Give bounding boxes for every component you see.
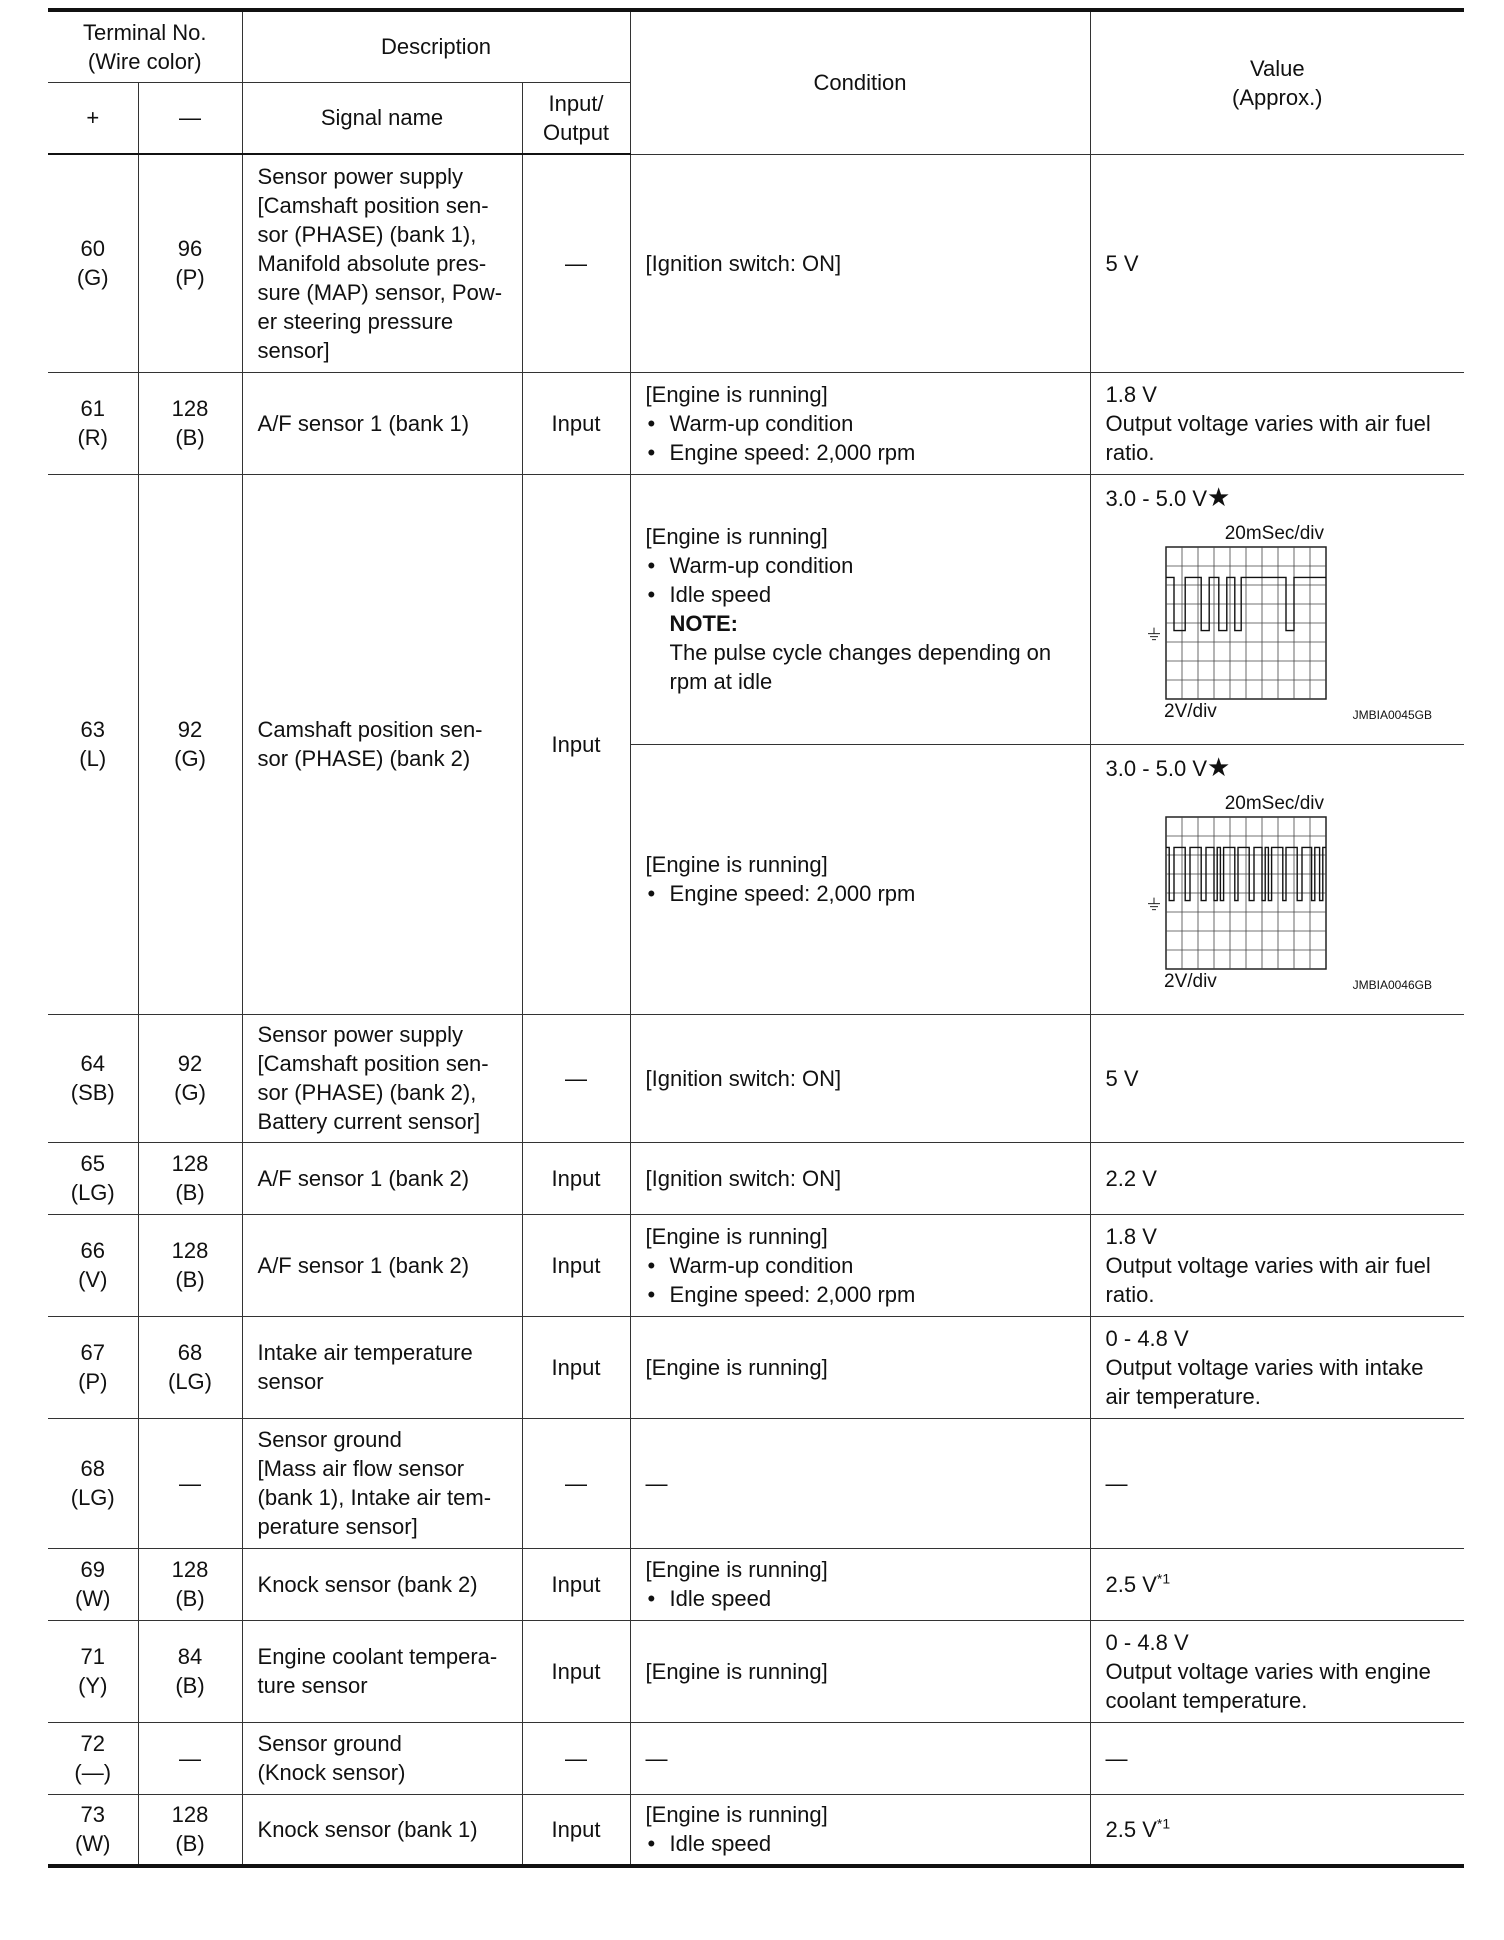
- text-line: 71: [80, 1644, 105, 1669]
- condition: [630, 1142, 1090, 1214]
- signal-name: [242, 1794, 522, 1866]
- condition: [630, 154, 1090, 372]
- plus-terminal: [48, 372, 138, 474]
- text-line: 69: [80, 1557, 105, 1582]
- minus-terminal: [138, 1014, 242, 1142]
- value: [1090, 1316, 1464, 1418]
- signal-name: [242, 1722, 522, 1794]
- value-line: [1106, 1164, 1457, 1193]
- text-line: sor (PHASE) (bank 1),: [257, 221, 477, 247]
- value-text: Output voltage varies with air fuel: [1105, 1252, 1431, 1278]
- condition: [630, 1418, 1090, 1548]
- text-line: Manifold absolute pres-: [257, 250, 487, 276]
- condition-bullet: • Warm-up condition: [646, 409, 1082, 438]
- text-line: (B): [175, 1673, 205, 1698]
- condition: [630, 372, 1090, 474]
- description-header: Description: [242, 10, 630, 82]
- table-row: [48, 1214, 1464, 1316]
- text-line: 65: [80, 1151, 105, 1176]
- value-text: 1.8 V: [1105, 1223, 1157, 1249]
- value: [1090, 372, 1464, 474]
- condition: [630, 1794, 1090, 1866]
- condition-line: rpm at idle: [669, 669, 773, 694]
- value-text: —: [1105, 1470, 1128, 1496]
- footnote-mark: *1: [1156, 1570, 1171, 1587]
- text-line: 73: [80, 1802, 105, 1828]
- value-text: ratio.: [1105, 439, 1155, 465]
- condition-line: [Ignition switch: ON]: [645, 1165, 842, 1191]
- value: [1090, 744, 1464, 1014]
- minus-terminal: [138, 1620, 242, 1722]
- condition-line: —: [645, 1470, 668, 1496]
- value: [1090, 1548, 1464, 1620]
- text-line: (V): [78, 1267, 108, 1292]
- condition-line: [Engine is running]: [645, 524, 828, 549]
- plus-terminal-header: +: [48, 82, 138, 154]
- minus-terminal: [138, 1722, 242, 1794]
- text-line: —: [179, 1745, 201, 1771]
- condition-bullet: • Warm-up condition: [646, 1251, 1082, 1280]
- oscilloscope-waveform: [1106, 513, 1436, 723]
- condition-line: —: [645, 1745, 668, 1771]
- input-output: —: [522, 1014, 630, 1142]
- input-output: Input: [522, 1794, 630, 1866]
- table-row: [48, 1316, 1464, 1418]
- text-line: A/F sensor 1 (bank 1): [257, 410, 470, 436]
- value-line: 3.0 - 5.0 V: [1105, 755, 1208, 781]
- text-line: (B): [175, 1586, 205, 1611]
- plus-terminal: [48, 1794, 138, 1866]
- value-text: 1.8 V: [1105, 381, 1157, 407]
- text-line: (—): [74, 1760, 112, 1785]
- minus-terminal: [138, 1142, 242, 1214]
- input-output: Input: [522, 372, 630, 474]
- value-text: 2.5 V: [1105, 1571, 1157, 1597]
- table-row: [48, 1014, 1464, 1142]
- text-line: (Knock sensor): [257, 1760, 406, 1785]
- oscilloscope: [1106, 783, 1436, 993]
- value-text: 5 V: [1105, 1065, 1139, 1091]
- text-line: 72: [80, 1731, 105, 1756]
- text-line: [Camshaft position sen-: [257, 192, 489, 218]
- text-line: A/F sensor 1 (bank 2): [257, 1165, 470, 1191]
- text-line: sensor]: [257, 337, 330, 363]
- volt-division-label: 2V/div: [1163, 700, 1217, 722]
- plus-terminal: [48, 1620, 138, 1722]
- text-line: Knock sensor (bank 2): [257, 1571, 478, 1597]
- text-line: sensor: [257, 1369, 324, 1394]
- text-line: (LG): [70, 1485, 115, 1510]
- value-line: [1106, 1686, 1457, 1715]
- text-line: 60: [80, 236, 105, 262]
- signal-name: [242, 372, 522, 474]
- terminal-header: Terminal No. (Wire color): [48, 10, 242, 82]
- text-line: 128: [171, 1151, 209, 1176]
- minus-terminal: [138, 154, 242, 372]
- input-output: —: [522, 1418, 630, 1548]
- minus-terminal: [138, 372, 242, 474]
- plus-terminal: [48, 1548, 138, 1620]
- text-line: (P): [78, 1369, 108, 1394]
- text-line: Sensor ground: [257, 1731, 402, 1756]
- signal-name: [242, 474, 522, 1014]
- value-text: 5 V: [1105, 250, 1139, 276]
- plus-terminal: [48, 1214, 138, 1316]
- table-row: [48, 1142, 1464, 1214]
- minus-terminal: [138, 1548, 242, 1620]
- value-text: Output voltage varies with engine: [1105, 1658, 1431, 1684]
- text-line: (bank 1), Intake air tem-: [257, 1485, 492, 1510]
- value-line: [1106, 1382, 1457, 1411]
- table-row: [48, 1620, 1464, 1722]
- text-line: A/F sensor 1 (bank 2): [257, 1252, 470, 1278]
- text-line: Battery current sensor]: [257, 1109, 481, 1134]
- value-text: coolant temperature.: [1105, 1687, 1308, 1713]
- value-line: [1106, 1815, 1457, 1844]
- text-line: —: [179, 1470, 201, 1496]
- value-line: [1106, 1657, 1457, 1686]
- text-line: Sensor power supply: [257, 163, 463, 189]
- text-line: 67: [80, 1340, 105, 1365]
- condition-line: The pulse cycle changes depending on: [669, 640, 1052, 665]
- text-line: [Mass air flow sensor: [257, 1456, 465, 1481]
- text-line: (W): [75, 1586, 111, 1611]
- text-line: [Camshaft position sen-: [257, 1051, 489, 1076]
- condition-line: [Engine is running]: [645, 1658, 828, 1684]
- text-line: 64: [80, 1051, 105, 1076]
- plus-terminal: [48, 474, 138, 1014]
- text-line: (L): [79, 746, 107, 771]
- table-row: [48, 372, 1464, 474]
- value-line: [1106, 409, 1457, 438]
- text-line: 68: [80, 1456, 105, 1481]
- table-row: [48, 1548, 1464, 1620]
- condition-bullet: • Warm-up condition: [646, 551, 1082, 580]
- signal-name: [242, 1014, 522, 1142]
- text-line: (B): [175, 1267, 205, 1292]
- text-line: 66: [80, 1238, 105, 1263]
- text-line: 96: [177, 236, 203, 262]
- text-line: 63: [80, 717, 105, 742]
- signal-name: [242, 1214, 522, 1316]
- text-line: 128: [171, 1802, 209, 1828]
- minus-terminal: [138, 1794, 242, 1866]
- value-text: 0 - 4.8 V: [1105, 1629, 1189, 1655]
- text-line: (G): [174, 1080, 206, 1105]
- value: [1090, 1418, 1464, 1548]
- input-output: Input: [522, 1214, 630, 1316]
- input-output: Input: [522, 474, 630, 1014]
- condition: [630, 1620, 1090, 1722]
- text-line: perature sensor]: [257, 1514, 418, 1539]
- signal-name: [242, 1620, 522, 1722]
- text-line: Sensor ground: [257, 1427, 402, 1452]
- condition: [630, 1214, 1090, 1316]
- text-line: (B): [175, 1831, 205, 1857]
- text-line: er steering pressure: [257, 308, 454, 334]
- figure-code: JMBIA0045GB: [1352, 707, 1432, 722]
- condition-line: [Engine is running]: [645, 1557, 828, 1582]
- condition-bullet: • Idle speed: [646, 580, 1082, 609]
- text-line: 92: [177, 717, 203, 742]
- text-line: sor (PHASE) (bank 2),: [257, 1080, 477, 1105]
- value-line: [1106, 1251, 1457, 1280]
- text-line: 128: [171, 1557, 209, 1582]
- value: [1090, 1794, 1464, 1866]
- value: [1090, 1214, 1464, 1316]
- value-text: [1106, 753, 1457, 783]
- signal-name: [242, 1418, 522, 1548]
- value-header: Value (Approx.): [1090, 10, 1464, 154]
- condition: [630, 1722, 1090, 1794]
- text-line: (P): [175, 265, 205, 291]
- value-line: [1106, 1324, 1457, 1353]
- time-division-label: 20mSec/div: [1224, 522, 1324, 544]
- signal-name: [242, 1316, 522, 1418]
- volt-division-label: 2V/div: [1163, 970, 1217, 992]
- input-output-header: Input/ Output: [522, 82, 630, 154]
- text-line: Camshaft position sen-: [257, 717, 483, 742]
- text-line: (G): [174, 746, 206, 771]
- value-text: [1106, 483, 1457, 513]
- value-line: [1106, 380, 1457, 409]
- condition-bullet: • Idle speed: [646, 1829, 1082, 1858]
- plus-terminal: [48, 1722, 138, 1794]
- minus-terminal-header: —: [138, 82, 242, 154]
- text-line: sor (PHASE) (bank 2): [257, 746, 471, 771]
- plus-terminal: [48, 154, 138, 372]
- table-row: [48, 474, 1464, 744]
- text-line: ture sensor: [257, 1673, 368, 1698]
- text-line: (LG): [168, 1369, 212, 1394]
- text-line: Intake air temperature: [257, 1340, 473, 1365]
- minus-terminal: [138, 1418, 242, 1548]
- text-line: Knock sensor (bank 1): [257, 1816, 478, 1842]
- text-line: (G): [76, 265, 109, 291]
- signal-name: [242, 1142, 522, 1214]
- condition-header: Condition: [630, 10, 1090, 154]
- value-text: Output voltage varies with air fuel: [1105, 410, 1431, 436]
- value-line: [1106, 1628, 1457, 1657]
- condition-bullet: • Engine speed: 2,000 rpm: [646, 438, 1082, 467]
- value-text: Output voltage varies with intake: [1105, 1354, 1424, 1380]
- value-line: [1106, 1064, 1457, 1093]
- time-division-label: 20mSec/div: [1224, 792, 1324, 814]
- value-line: [1106, 1280, 1457, 1309]
- value: [1090, 1142, 1464, 1214]
- star-icon: ★: [1207, 481, 1231, 512]
- value-line: 3.0 - 5.0 V: [1105, 485, 1208, 511]
- table-row: [48, 154, 1464, 372]
- plus-terminal: [48, 1418, 138, 1548]
- signal-name: [242, 154, 522, 372]
- condition: [630, 1316, 1090, 1418]
- text-line: (B): [175, 425, 205, 450]
- text-line: (LG): [70, 1180, 115, 1205]
- text-line: (R): [77, 425, 109, 450]
- signal-name: [242, 1548, 522, 1620]
- value-line: [1106, 1469, 1457, 1498]
- text-line: (B): [175, 1180, 205, 1205]
- text-line: (SB): [70, 1080, 115, 1105]
- condition: [630, 1014, 1090, 1142]
- value-line: [1106, 1353, 1457, 1382]
- value-line: [1106, 1222, 1457, 1251]
- text-line: sure (MAP) sensor, Pow-: [257, 279, 503, 305]
- value: [1090, 1620, 1464, 1722]
- text-line: Sensor power supply: [257, 1022, 463, 1047]
- input-output: Input: [522, 1142, 630, 1214]
- input-output: —: [522, 1722, 630, 1794]
- input-output: Input: [522, 1548, 630, 1620]
- plus-terminal: [48, 1316, 138, 1418]
- plus-terminal: [48, 1142, 138, 1214]
- input-output: Input: [522, 1316, 630, 1418]
- signal-name-header: Signal name: [242, 82, 522, 154]
- value-line: [1106, 249, 1457, 278]
- text-line: (W): [75, 1831, 111, 1857]
- condition-line: [Engine is running]: [645, 852, 828, 877]
- table-row: [48, 1722, 1464, 1794]
- text-line: 84: [177, 1644, 203, 1669]
- note-label: NOTE:: [669, 611, 738, 636]
- value-text: 2.5 V: [1105, 1816, 1157, 1842]
- condition-line: [Engine is running]: [645, 1223, 828, 1249]
- value-text: air temperature.: [1105, 1383, 1261, 1409]
- condition-line: [Engine is running]: [645, 1354, 828, 1380]
- text-line: 92: [177, 1051, 203, 1076]
- footnote-mark: *1: [1156, 1815, 1171, 1832]
- value-text: 0 - 4.8 V: [1105, 1325, 1189, 1351]
- value: [1090, 1014, 1464, 1142]
- minus-terminal: [138, 474, 242, 1014]
- text-line: 68: [177, 1340, 203, 1365]
- terminal-spec-table: [48, 8, 1464, 1868]
- plus-terminal: [48, 1014, 138, 1142]
- minus-terminal: [138, 1316, 242, 1418]
- star-icon: ★: [1207, 751, 1231, 782]
- condition-line: [Ignition switch: ON]: [645, 1065, 842, 1091]
- condition-bullet: • Engine speed: 2,000 rpm: [646, 879, 1082, 908]
- text-line: 61: [80, 396, 105, 421]
- value-text: ratio.: [1105, 1281, 1155, 1307]
- oscilloscope: [1106, 513, 1436, 723]
- value: [1090, 154, 1464, 372]
- condition: [630, 1548, 1090, 1620]
- text-line: Engine coolant tempera-: [257, 1644, 498, 1669]
- table-row: [48, 1418, 1464, 1548]
- condition: [630, 744, 1090, 1014]
- text-line: (Y): [78, 1673, 108, 1698]
- value: [1090, 474, 1464, 744]
- value-text: 2.2 V: [1105, 1165, 1157, 1191]
- value: [1090, 1722, 1464, 1794]
- value-line: [1106, 1744, 1457, 1773]
- figure-code: JMBIA0046GB: [1352, 977, 1432, 992]
- condition-bullet: • Engine speed: 2,000 rpm: [646, 1280, 1082, 1309]
- input-output: —: [522, 154, 630, 372]
- minus-terminal: [138, 1214, 242, 1316]
- oscilloscope-waveform: [1106, 783, 1436, 993]
- condition-line: [Ignition switch: ON]: [645, 250, 842, 276]
- text-line: 128: [171, 1238, 209, 1263]
- table-row: [48, 1794, 1464, 1866]
- input-output: Input: [522, 1620, 630, 1722]
- condition-line: [Engine is running]: [645, 381, 828, 407]
- value-line: [1106, 1570, 1457, 1599]
- text-line: 128: [171, 396, 209, 421]
- condition-bullet: • Idle speed: [646, 1584, 1082, 1613]
- condition-line: [Engine is running]: [645, 1802, 828, 1828]
- value-line: [1106, 438, 1457, 467]
- value-text: —: [1105, 1745, 1128, 1771]
- condition: [630, 474, 1090, 744]
